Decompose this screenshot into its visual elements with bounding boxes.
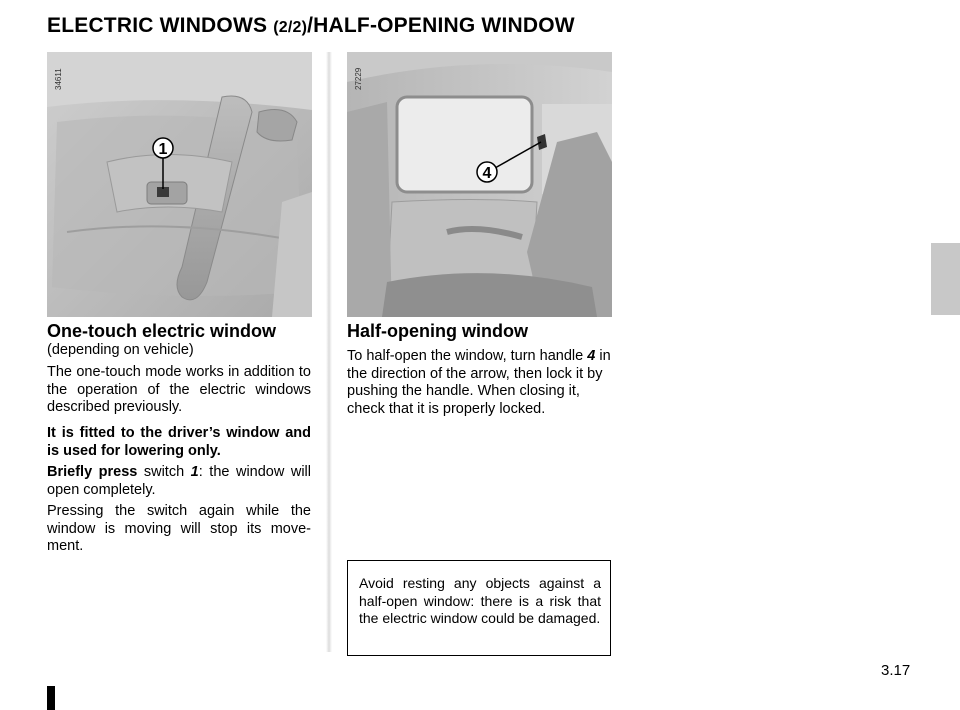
section-subtitle: (depending on vehicle) (47, 342, 194, 358)
callout-4: 4 (482, 165, 492, 182)
page-title: ELECTRIC WINDOWS (2/2)/HALF-OPENING WINDOW (47, 14, 575, 37)
paragraph-half-open: To half-open the window, turn handle 4 in the direction of the arrow, then lock it by pushing the handle. When closing it, check that it is properly locked. (347, 348, 611, 417)
warning-box: Avoid resting any objects against a half-open window: there is a risk that the electric window could be damaged. (347, 560, 611, 656)
column-divider (326, 52, 332, 652)
paragraph-briefly-press: Briefly press switch 1: the window will open completely. (47, 464, 311, 498)
door-panel-illustration (47, 52, 312, 317)
corner-marker (47, 686, 55, 710)
section-title-half-opening: Half-opening window (347, 321, 528, 341)
page-number: 3.17 (881, 662, 911, 679)
paragraph-stop-movement: Pressing the switch again while the window is moving will stop its move-ment. (47, 503, 311, 554)
callout-1: 1 (158, 141, 168, 158)
image-code-left: 34611 (54, 68, 63, 90)
paragraph-one-touch-intro: The one-touch mode works in addition to the operation of the electric windows described previously. (47, 364, 311, 415)
chapter-tab (931, 243, 960, 315)
image-code-right: 27229 (354, 67, 363, 90)
half-opening-window-illustration (347, 52, 612, 317)
paragraph-driver-window: It is fitted to the driver’s window and is used for lowering only. (47, 425, 311, 459)
section-title-one-touch: One-touch electric window (47, 321, 277, 341)
